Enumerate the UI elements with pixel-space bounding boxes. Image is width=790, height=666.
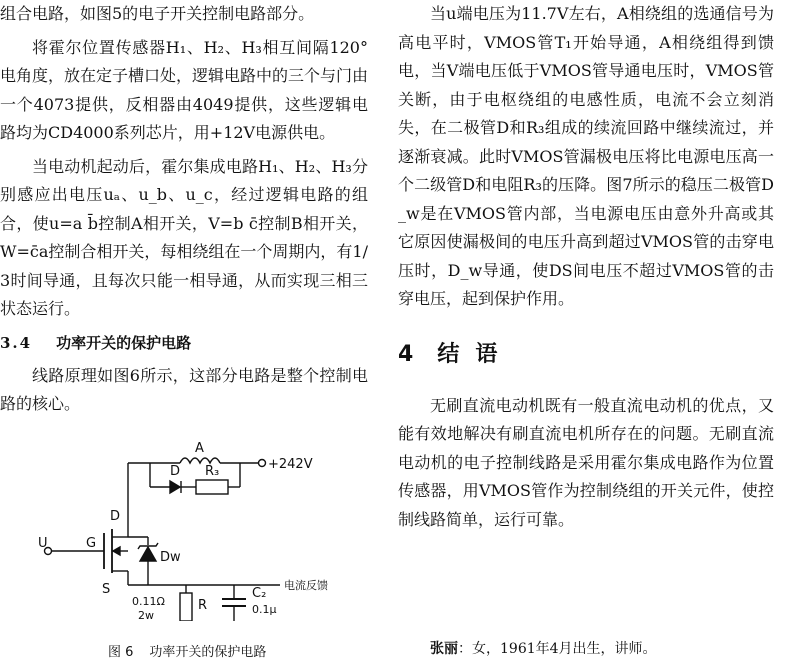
author-note [430,638,657,658]
label-resistor-r: R [198,597,208,613]
label-source: S [102,581,111,597]
label-c2: C₂ [252,585,267,601]
section-title: 功率开关的保护电路 [56,333,192,352]
label-resistor-power: 2w [138,608,154,621]
label-drain: D [110,508,121,524]
resistor-r3-symbol [196,480,228,494]
label-winding-a: A [195,440,204,456]
section-heading-4 [398,340,774,370]
supply-terminal [259,459,266,466]
figure-number: 图 6 [108,645,134,660]
inductor-symbol [180,458,220,463]
label-input: U [38,535,48,551]
label-zener: Dw [160,549,181,565]
label-diode: D [170,463,181,479]
right-column [398,0,774,534]
author-info: ：女，1961年4月出生，讲师。 [458,641,657,657]
paragraph-circuit-principle: 线路原理如图6所示，这部分电路是整个控制电路的核心。 [0,365,368,413]
label-supply: +242V [268,456,313,472]
resistor-r-symbol [180,593,192,621]
section-heading-3-4 [0,332,368,354]
label-c2-value: 0.1μ [252,602,277,616]
author-name: 张丽 [430,641,458,657]
figure-caption [108,641,266,660]
label-resistor-value: 0.11Ω [132,594,165,608]
figure-6-circuit [0,425,368,621]
label-gate: G [86,535,97,551]
mosfet-arrow [113,547,120,555]
circuit-diagram [0,425,368,621]
label-r3: R₃ [205,463,220,479]
section-number: 3.4 [0,333,33,352]
figure-title: 功率开关的保护电路 [149,645,267,660]
paragraph-motor-start: 当电动机起动后，霍尔集成电路H₁、H₂、H₃分别感应出电压uₐ、u_b、u_c，经过逻辑电路的组合，使u=a b̄控制A相开关，V=b c̄控制B相开关，W=c̄a控制合相开关，每相绕组在一个周期内，有1/3时间导通，且每次只能一相导通，从而实现三相三状态运行。 [0,156,368,318]
left-column [0,0,368,621]
section-title: 结语 [437,341,514,367]
paragraph-continued: 组合电路，如图5的电子开关控制电路部分。 [0,4,315,23]
paragraph-vmos-operation: 当u端电压为11.7V左右，A相绕组的选通信号为高电平时，VMOS管T₁开始导通，A相绕组得到馈电，当V端电压低于VMOS管导通电压时，VMOS管关断，由于电枢绕组的电感性质，电流不会立刻消失，在二极管D和R₃组成的续流回路中继续流过，并逐渐衰减。此时VMOS管漏极电压将比电源电压高一个二级管D和电阻R₃的压降。图7所示的稳压二极管D_w是在VMOS管内部，当电源电压由意外升高或其它原因使漏极间的电压升高到超过VMOS管的击穿电压时，D_w导通，使DS间电压不超过VMOS管的击穿电压，起到保护作用。 [398,4,774,308]
zener-diode-symbol [140,547,156,561]
diode-symbol [170,481,180,493]
label-current-feedback: 电流反馈 [284,578,328,592]
paragraph-hall-sensors: 将霍尔位置传感器H₁、H₂、H₃相互间隔120°电角度，放在定子槽口处，逻辑电路中的三个与门由一个4073提供，反相器由4049提供，这些逻辑电路均为CD4000系列芯片，用+12V电源供电。 [0,37,369,142]
paragraph-conclusion: 无刷直流电动机既有一般直流电动机的优点，又能有效地解决有刷直流电机所存在的问题。无刷直流电动机的电子控制线路是采用霍尔集成电路作为位置传感器，用VMOS管作为控制绕组的开关元件，使控制线路简单，运行可靠。 [398,395,774,529]
section-number: 4 [398,341,414,367]
